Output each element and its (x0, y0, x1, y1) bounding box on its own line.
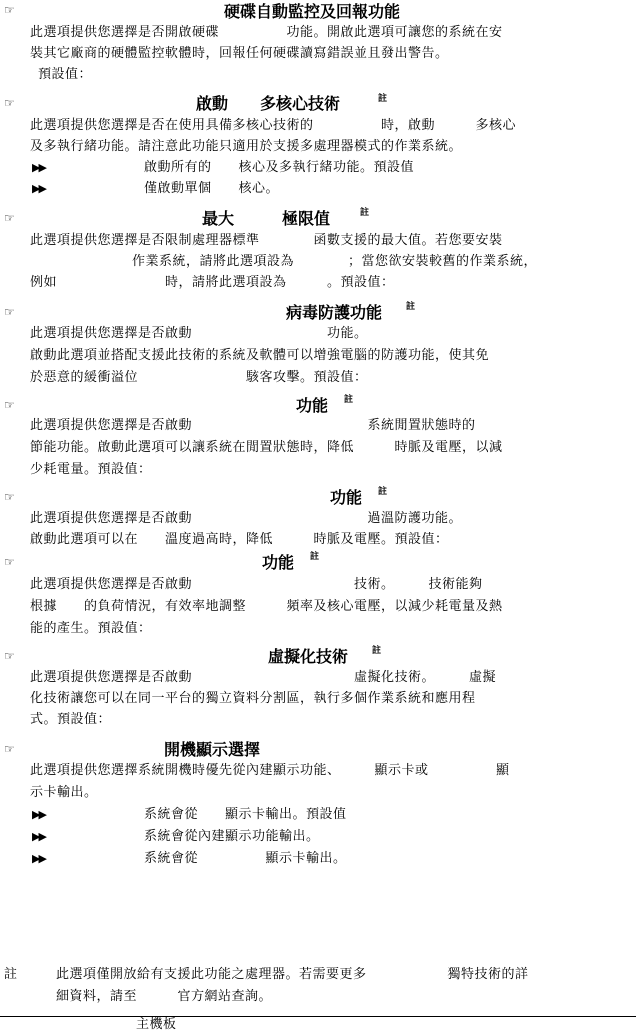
option-line: 系統會從 顯示卡輸出。 (144, 851, 347, 866)
bullet-arrow-icon: ▶▶ (32, 830, 45, 843)
bullet-arrow-icon: ▶▶ (32, 182, 45, 195)
pointer-icon: ☞ (4, 305, 15, 319)
body-line: 此選項提供您選擇是否限制處理器標準 函數支援的最大值。若您要安裝 (30, 233, 503, 248)
footnote-marker: 註 (4, 967, 18, 982)
footnote-line: 細資料，請至 官方網站查詢。 (56, 989, 273, 1004)
pointer-icon: ☞ (4, 96, 15, 110)
pointer-icon: ☞ (4, 3, 15, 17)
body-line: 裝其它廠商的硬體監控軟體時，回報任何硬碟讀寫錯誤並且發出警告。 (30, 46, 449, 61)
section-title: 硬碟自動監控及回報功能 (224, 2, 401, 21)
bullet-arrow-icon: ▶▶ (32, 852, 45, 865)
pointer-icon: ☞ (4, 211, 15, 225)
bullet-arrow-icon: ▶▶ (32, 161, 45, 174)
pointer-icon: ☞ (4, 555, 15, 569)
body-line: 此選項提供您選擇是否啟動 技術。 技術能夠 (30, 577, 483, 592)
body-line: 例如 時，請將此選項設為 。預設值： (30, 275, 395, 290)
footer-label: 主機板 (136, 1017, 177, 1032)
section-title: 最大 極限值 (202, 209, 331, 228)
note-marker: 註 (372, 646, 382, 656)
body-line: 於惡意的緩衝溢位 駭客攻擊。預設值： (30, 370, 368, 385)
body-line: 式。預設值： (30, 712, 112, 727)
body-line: 啟動此選項可以在 溫度過高時，降低 時脈及電壓。預設值： (30, 532, 449, 547)
body-line: 少耗電量。預設值： (30, 462, 152, 477)
body-line: 此選項提供您選擇是否啟動 功能。 (30, 326, 368, 341)
pointer-icon: ☞ (4, 490, 15, 504)
body-line: 此選項提供您選擇是否在使用具備多核心技術的 時，啟動 多核心 (30, 118, 517, 133)
footer-divider (0, 1016, 636, 1017)
body-line: 預設值： (38, 67, 93, 82)
body-line: 此選項提供您選擇是否啟動 過溫防護功能。 (30, 511, 463, 526)
body-line: 根據 的負荷情況，有效率地調整 頻率及核心電壓，以減少耗電量及熱 (30, 599, 503, 614)
note-marker: 註 (378, 94, 388, 104)
note-marker: 註 (360, 208, 370, 218)
body-line: 及多執行緒功能。請注意此功能只適用於支援多處理器模式的作業系統。 (30, 139, 463, 154)
section-title: 虛擬化技術 (268, 647, 349, 666)
body-line: 此選項提供您選擇是否啟動 虛擬化技術。 虛擬 (30, 670, 497, 685)
note-marker: 註 (344, 395, 354, 405)
option-line: 系統會從 顯示卡輸出。預設值 (144, 807, 347, 822)
pointer-icon: ☞ (4, 398, 15, 412)
body-line: 示卡輸出。 (30, 785, 98, 800)
footnote-line: 此選項僅開放給有支援此功能之處理器。若需要更多 獨特技術的詳 (56, 967, 529, 982)
section-title: 功能 (296, 396, 329, 415)
note-marker: 註 (378, 487, 388, 497)
body-line: 節能功能。啟動此選項可以讓系統在閒置狀態時，降低 時脈及電壓，以減 (30, 440, 503, 455)
pointer-icon: ☞ (4, 649, 15, 663)
section-title: 啟動 多核心技術 (196, 94, 341, 113)
bullet-arrow-icon: ▶▶ (32, 808, 45, 821)
body-line: 此選項提供您選擇系統開機時優先從內建顯示功能、 顯示卡或 顯 (30, 763, 510, 778)
pointer-icon: ☞ (4, 742, 15, 756)
body-line: 此選項提供您選擇是否啟動 系統閒置狀態時的 (30, 418, 476, 433)
option-line: 系統會從內建顯示功能輸出。 (144, 829, 320, 844)
option-line: 僅啟動單個 核心。 (144, 181, 280, 196)
option-line: 啟動所有的 核心及多執行緒功能。預設值 (144, 160, 415, 175)
section-title: 功能 (330, 488, 363, 507)
body-line: 化技術讓您可以在同一平台的獨立資料分割區，執行多個作業系統和應用程 (30, 691, 476, 706)
note-marker: 註 (406, 302, 416, 312)
section-title: 病毒防護功能 (286, 303, 383, 322)
body-line: 此選項提供您選擇是否開啟硬碟 功能。開啟此選項可讓您的系統在安 (30, 25, 503, 40)
section-title: 開機顯示選擇 (164, 740, 261, 759)
body-line: 作業系統，請將此選項設為 ；當您欲安裝較舊的作業系統， (132, 254, 538, 269)
body-line: 能的產生。預設值： (30, 621, 152, 636)
note-marker: 註 (310, 552, 320, 562)
section-title: 功能 (262, 553, 295, 572)
body-line: 啟動此選項並搭配支援此技術的系統及軟體可以增強電腦的防護功能，使其免 (30, 348, 490, 363)
